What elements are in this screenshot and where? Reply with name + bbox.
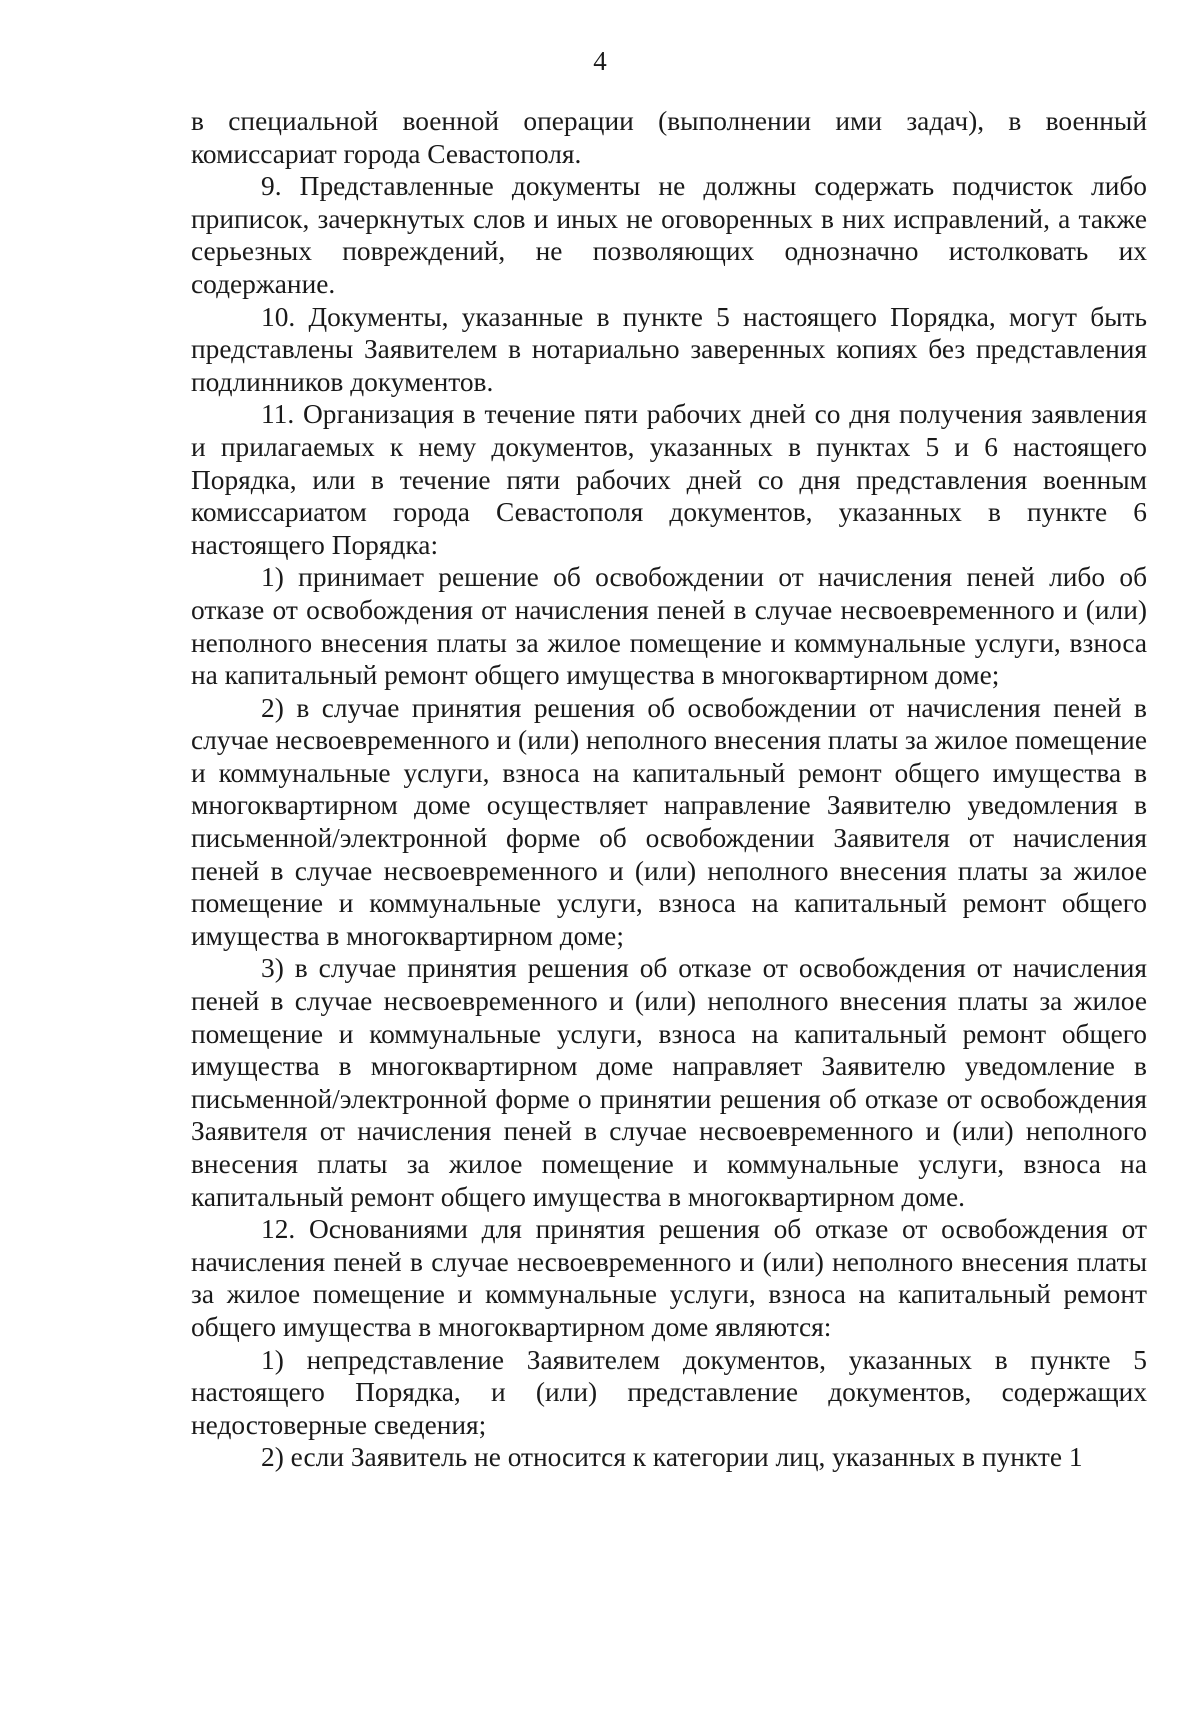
document-body <box>191 105 1147 1474</box>
paragraph-continuation: в специальной военной операции (выполнении ими задач), в военный комиссариат города Севастополя. <box>191 106 1147 169</box>
paragraph-item-9: 9. Представленные документы не должны содержать подчисток либо приписок, зачеркнутых слов и иных не оговоренных в них исправлений, а также серьезных повреждений, не позволяющих однозначно истолковать их содержание. <box>191 171 1147 299</box>
paragraph-item-10: 10. Документы, указанные в пункте 5 настоящего Порядка, могут быть представлены Заявителем в нотариально заверенных копиях без представления подлинников документов. <box>191 301 1147 397</box>
paragraph-item-12-2: 2) если Заявитель не относится к категории лиц, указанных в пункте 1 <box>261 1442 1083 1473</box>
page-number: 4 <box>593 46 607 76</box>
paragraph-item-12: 12. Основаниями для принятия решения об отказе от освобождения от начисления пеней в случае несвоевременного и (или) неполного внесения платы за жилое помещение и коммунальные услуги, взноса на капитальный ремонт общего имущества в многоквартирном доме являются: <box>191 1214 1147 1342</box>
paragraph-item-11-2: 2) в случае принятия решения об освобождении от начисления пеней в случае несвоевременного и (или) неполного внесения платы за жилое помещение и коммунальные услуги, взноса на капитальный ремонт общего имущества в многоквартирном доме осуществляет направление Заявителю уведомления в письменной/электронной форме об освобождении Заявителя от начисления пеней в случае несвоевременного и (или) неполного внесения платы за жилое помещение и коммунальные услуги, взноса на капитальный ремонт общего имущества в многоквартирном доме; <box>191 692 1147 951</box>
paragraph-item-11-1: 1) принимает решение об освобождении от начисления пеней либо об отказе от освобождения от начисления пеней в случае несвоевременного и (или) неполного внесения платы за жилое помещение и коммунальные услуги, взноса на капитальный ремонт общего имущества в многоквартирном доме; <box>191 562 1147 691</box>
paragraph-item-12-1: 1) непредставление Заявителем документов, указанных в пункте 5 настоящего Порядка, и (или) представление документов, содержащих недостоверные сведения; <box>191 1344 1147 1440</box>
paragraph-item-11-3: 3) в случае принятия решения об отказе от освобождения от начисления пеней в случае несвоевременного и (или) неполного внесения платы за жилое помещение и коммунальные услуги, взноса на капитальный ремонт общего имущества в многоквартирном доме направляет Заявителю уведомление в письменной/электронной форме о принятии решения об отказе от освобождения Заявителя от начисления пеней в случае несвоевременного и (или) неполного внесения платы за жилое помещение и коммунальные услуги, взноса на капитальный ремонт общего имущества в многоквартирном доме. <box>191 953 1147 1212</box>
paragraph-item-11: 11. Организация в течение пяти рабочих дней со дня получения заявления и прилагаемых к нему документов, указанных в пунктах 5 и 6 настоящего Порядка, или в течение пяти рабочих дней со дня представления военным комиссариатом города Севастополя документов, указанных в пункте 6 настоящего Порядка: <box>191 399 1147 560</box>
